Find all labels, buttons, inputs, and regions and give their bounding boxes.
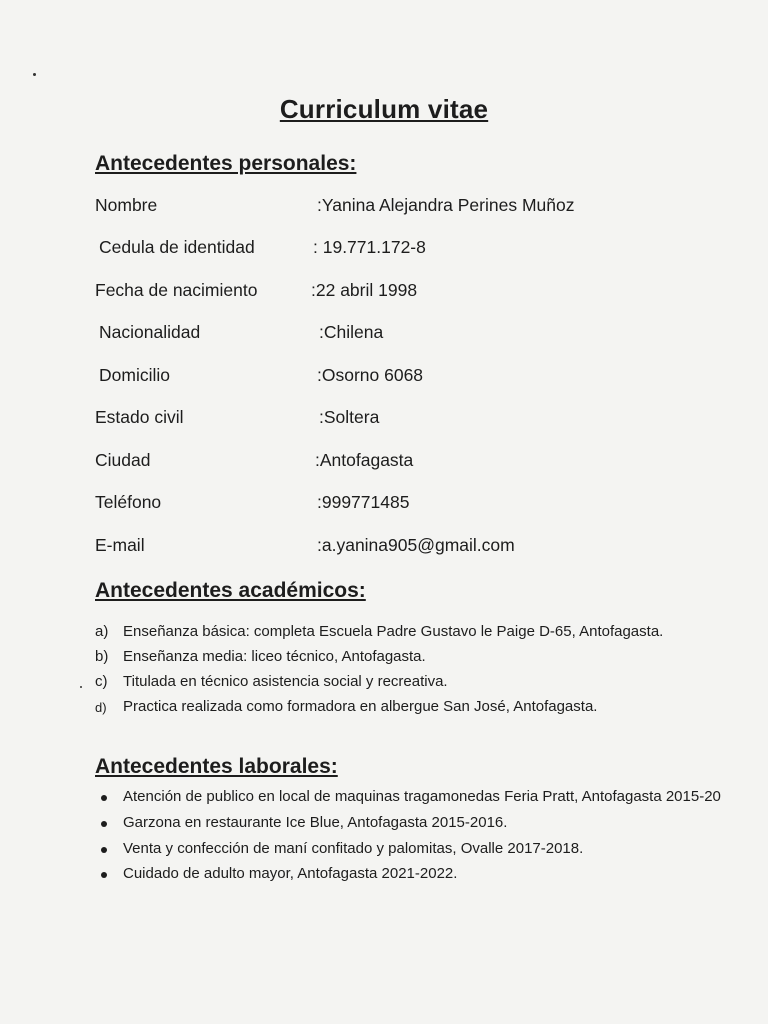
document-title: Curriculum vitae bbox=[279, 94, 489, 124]
paper-speck bbox=[80, 686, 82, 688]
info-value: :Yanina Alejandra Perines Muñoz bbox=[317, 195, 575, 215]
item-text: Enseñanza media: liceo técnico, Antofagasta. bbox=[123, 648, 426, 665]
bullet-icon bbox=[101, 795, 107, 801]
item-text: Garzona en restaurante Ice Blue, Antofagasta 2015-2016. bbox=[123, 814, 508, 831]
item-text: Enseñanza básica: completa Escuela Padre Gustavo le Paige D-65, Antofagasta. bbox=[123, 623, 664, 640]
info-row-email bbox=[0, 535, 768, 561]
info-row-id bbox=[0, 237, 768, 263]
item-marker: b) bbox=[95, 648, 109, 665]
info-value: :Osorno 6068 bbox=[317, 365, 424, 385]
info-value: :Soltera bbox=[319, 407, 380, 427]
paper-speck bbox=[33, 73, 36, 76]
info-row-phone bbox=[0, 492, 768, 518]
bullet-icon bbox=[101, 847, 107, 853]
info-label: Cedula de identidad bbox=[99, 237, 255, 257]
info-label: Fecha de nacimiento bbox=[95, 280, 258, 300]
item-text: Practica realizada como formadora en albergue San José, Antofagasta. bbox=[123, 698, 598, 715]
info-value: :a.yanina905@gmail.com bbox=[317, 535, 515, 555]
info-value: :999771485 bbox=[317, 492, 410, 512]
info-row-name bbox=[0, 195, 768, 221]
info-row-birthdate bbox=[0, 280, 768, 306]
item-marker: d) bbox=[95, 700, 107, 715]
item-marker: a) bbox=[95, 623, 109, 640]
info-label: Nombre bbox=[95, 195, 158, 215]
item-text: Cuidado de adulto mayor, Antofagasta 2021-2022. bbox=[123, 865, 458, 882]
info-label: Teléfono bbox=[95, 492, 162, 512]
item-text: Venta y confección de maní confitado y palomitas, Ovalle 2017-2018. bbox=[123, 840, 584, 857]
info-label: Estado civil bbox=[95, 407, 184, 427]
bullet-icon bbox=[101, 872, 107, 878]
info-label: Ciudad bbox=[95, 450, 151, 470]
item-text: Titulada en técnico asistencia social y recreativa. bbox=[123, 673, 448, 690]
academic-heading: Antecedentes académicos: bbox=[95, 579, 366, 602]
info-label: Nacionalidad bbox=[99, 322, 201, 342]
info-row-civil-status bbox=[0, 407, 768, 433]
info-label: Domicilio bbox=[99, 365, 170, 385]
info-value: :Antofagasta bbox=[315, 450, 414, 470]
info-row-nationality bbox=[0, 322, 768, 348]
info-row-address bbox=[0, 365, 768, 391]
info-value: :Chilena bbox=[319, 322, 384, 342]
info-row-city bbox=[0, 450, 768, 476]
item-marker: c) bbox=[95, 673, 108, 690]
work-heading: Antecedentes laborales: bbox=[95, 755, 338, 778]
info-label: E-mail bbox=[95, 535, 145, 555]
personal-heading: Antecedentes personales: bbox=[95, 152, 357, 175]
info-value: :22 abril 1998 bbox=[311, 280, 418, 300]
bullet-icon bbox=[101, 821, 107, 827]
info-value: : 19.771.172-8 bbox=[313, 237, 426, 257]
item-text: Atención de publico en local de maquinas tragamonedas Feria Pratt, Antofagasta 2015-20 bbox=[123, 788, 721, 805]
